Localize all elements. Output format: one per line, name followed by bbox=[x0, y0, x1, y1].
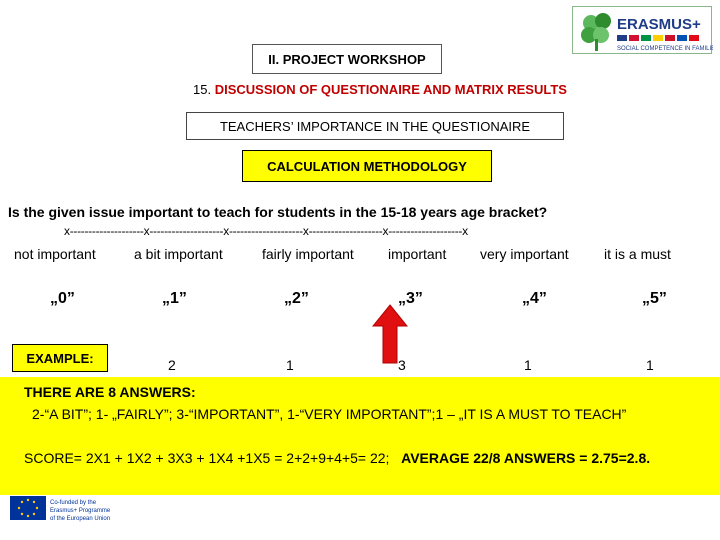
value-4: „4” bbox=[522, 290, 547, 307]
score-line bbox=[24, 450, 650, 466]
level-fairly-important: fairly important bbox=[262, 246, 354, 262]
value-0: „0” bbox=[50, 290, 75, 307]
count-must: 1 bbox=[646, 357, 654, 373]
score-average: AVERAGE 22/8 ANSWERS = 2.75=2.8. bbox=[401, 450, 651, 466]
erasmus-plus-logo bbox=[572, 6, 712, 54]
value-1: „1” bbox=[162, 290, 187, 307]
svg-text:ERASMUS+: ERASMUS+ bbox=[617, 16, 701, 33]
score-formula: SCORE= 2X1 + 1X2 + 3X3 + 1X4 +1X5 = 2+2+9+4+5= 22; bbox=[24, 450, 390, 466]
example-label: EXAMPLE: bbox=[12, 344, 108, 372]
count-very: 1 bbox=[524, 357, 532, 373]
workshop-title: II. PROJECT WORKSHOP bbox=[252, 44, 442, 74]
level-not-important: not important bbox=[14, 246, 96, 262]
discussion-heading bbox=[0, 82, 720, 97]
question-text: Is the given issue important to teach for students in the 15-18 years age bracket? bbox=[8, 204, 548, 220]
clover-icon bbox=[581, 13, 611, 51]
level-very-important: very important bbox=[480, 246, 569, 262]
svg-text:SOCIAL COMPETENCE IN FAMILIES: SOCIAL COMPETENCE IN FAMILIES bbox=[617, 46, 713, 52]
eu-cofunded-logo bbox=[10, 494, 120, 524]
calculation-methodology-box: CALCULATION METHODOLOGY bbox=[242, 150, 492, 182]
level-it-is-a-must: it is a must bbox=[604, 246, 671, 262]
svg-text:of the European Union: of the European Union bbox=[50, 516, 111, 522]
svg-text:Co-funded by the: Co-funded by the bbox=[50, 500, 97, 506]
count-a-bit: 2 bbox=[168, 357, 176, 373]
teachers-importance-box: TEACHERS’ IMPORTANCE IN THE QUESTIONAIRE bbox=[186, 112, 564, 140]
svg-text:Erasmus+ Programme: Erasmus+ Programme bbox=[50, 508, 111, 514]
discussion-number: 15. bbox=[193, 82, 212, 97]
answers-title: THERE ARE 8 ANSWERS: bbox=[24, 384, 196, 400]
level-important: important bbox=[388, 246, 447, 262]
count-important: 3 bbox=[398, 357, 406, 373]
value-5: „5” bbox=[642, 290, 667, 307]
scale-line: x--------------------x--------------------x--------------------x--------------------x--------------------x bbox=[64, 224, 468, 238]
value-2: „2” bbox=[284, 290, 309, 307]
value-3: „3” bbox=[398, 290, 423, 307]
answers-detail: 2-“A BIT”; 1- „FAIRLY”; 3-“IMPORTANT”, 1-“VERY IMPORTANT”;1 – „IT IS A MUST TO TEACH” bbox=[32, 406, 627, 422]
count-fairly: 1 bbox=[286, 357, 294, 373]
level-a-bit-important: a bit important bbox=[134, 246, 223, 262]
discussion-title: DISCUSSION OF QUESTIONAIRE AND MATRIX RESULTS bbox=[214, 82, 567, 97]
arrow-up-icon bbox=[372, 304, 408, 364]
